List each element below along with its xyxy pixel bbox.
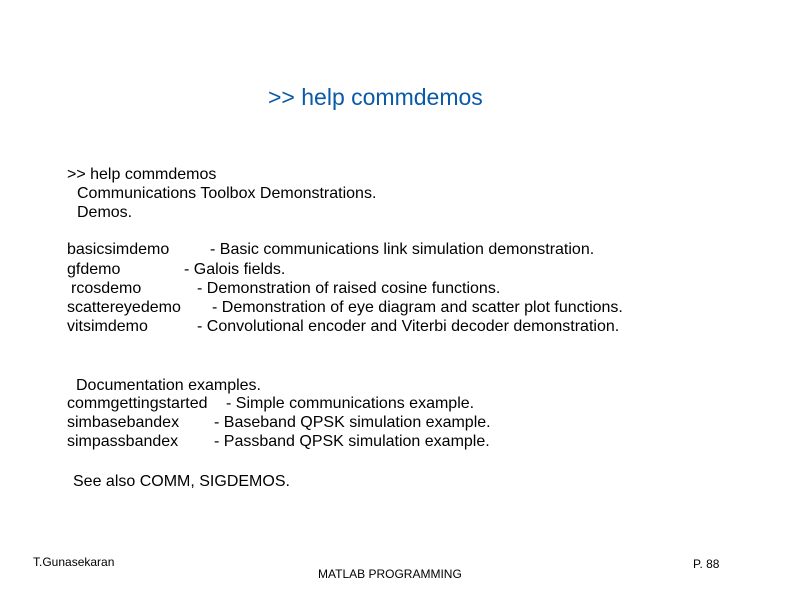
doc-examples-heading: Documentation examples. <box>76 377 261 394</box>
demo-name: rcosdemo <box>71 280 142 297</box>
footer-author: T.Gunasekaran <box>33 555 115 569</box>
example-name: simbasebandex <box>67 414 180 431</box>
demo-desc: - Demonstration of eye diagram and scatter plot functions. <box>212 299 623 316</box>
footer-page-number: P. 88 <box>693 557 720 571</box>
demo-desc: - Convolutional encoder and Viterbi decoder demonstration. <box>197 318 620 335</box>
example-desc: - Baseband QPSK simulation example. <box>214 414 491 431</box>
example-name: simpassbandex <box>67 433 179 450</box>
footer-course: MATLAB PROGRAMMING <box>318 567 462 581</box>
demo-desc: - Demonstration of raised cosine functions. <box>197 280 501 297</box>
slide-title: >> help commdemos <box>268 84 483 110</box>
example-name: commgettingstarted <box>67 395 208 412</box>
demo-name: vitsimdemo <box>67 318 148 335</box>
demo-name: basicsimdemo <box>67 241 170 258</box>
demo-name: gfdemo <box>67 261 121 278</box>
see-also: See also COMM, SIGDEMOS. <box>73 473 290 490</box>
demo-name: scattereyedemo <box>67 299 181 316</box>
demo-desc: - Basic communications link simulation demonstration. <box>210 241 595 258</box>
intro-demos-label: Demos. <box>77 204 133 221</box>
intro-heading: Communications Toolbox Demonstrations. <box>77 185 377 202</box>
example-desc: - Simple communications example. <box>226 395 475 412</box>
intro-command: >> help commdemos <box>67 166 217 183</box>
example-desc: - Passband QPSK simulation example. <box>214 433 490 450</box>
demo-desc: - Galois fields. <box>184 261 286 278</box>
